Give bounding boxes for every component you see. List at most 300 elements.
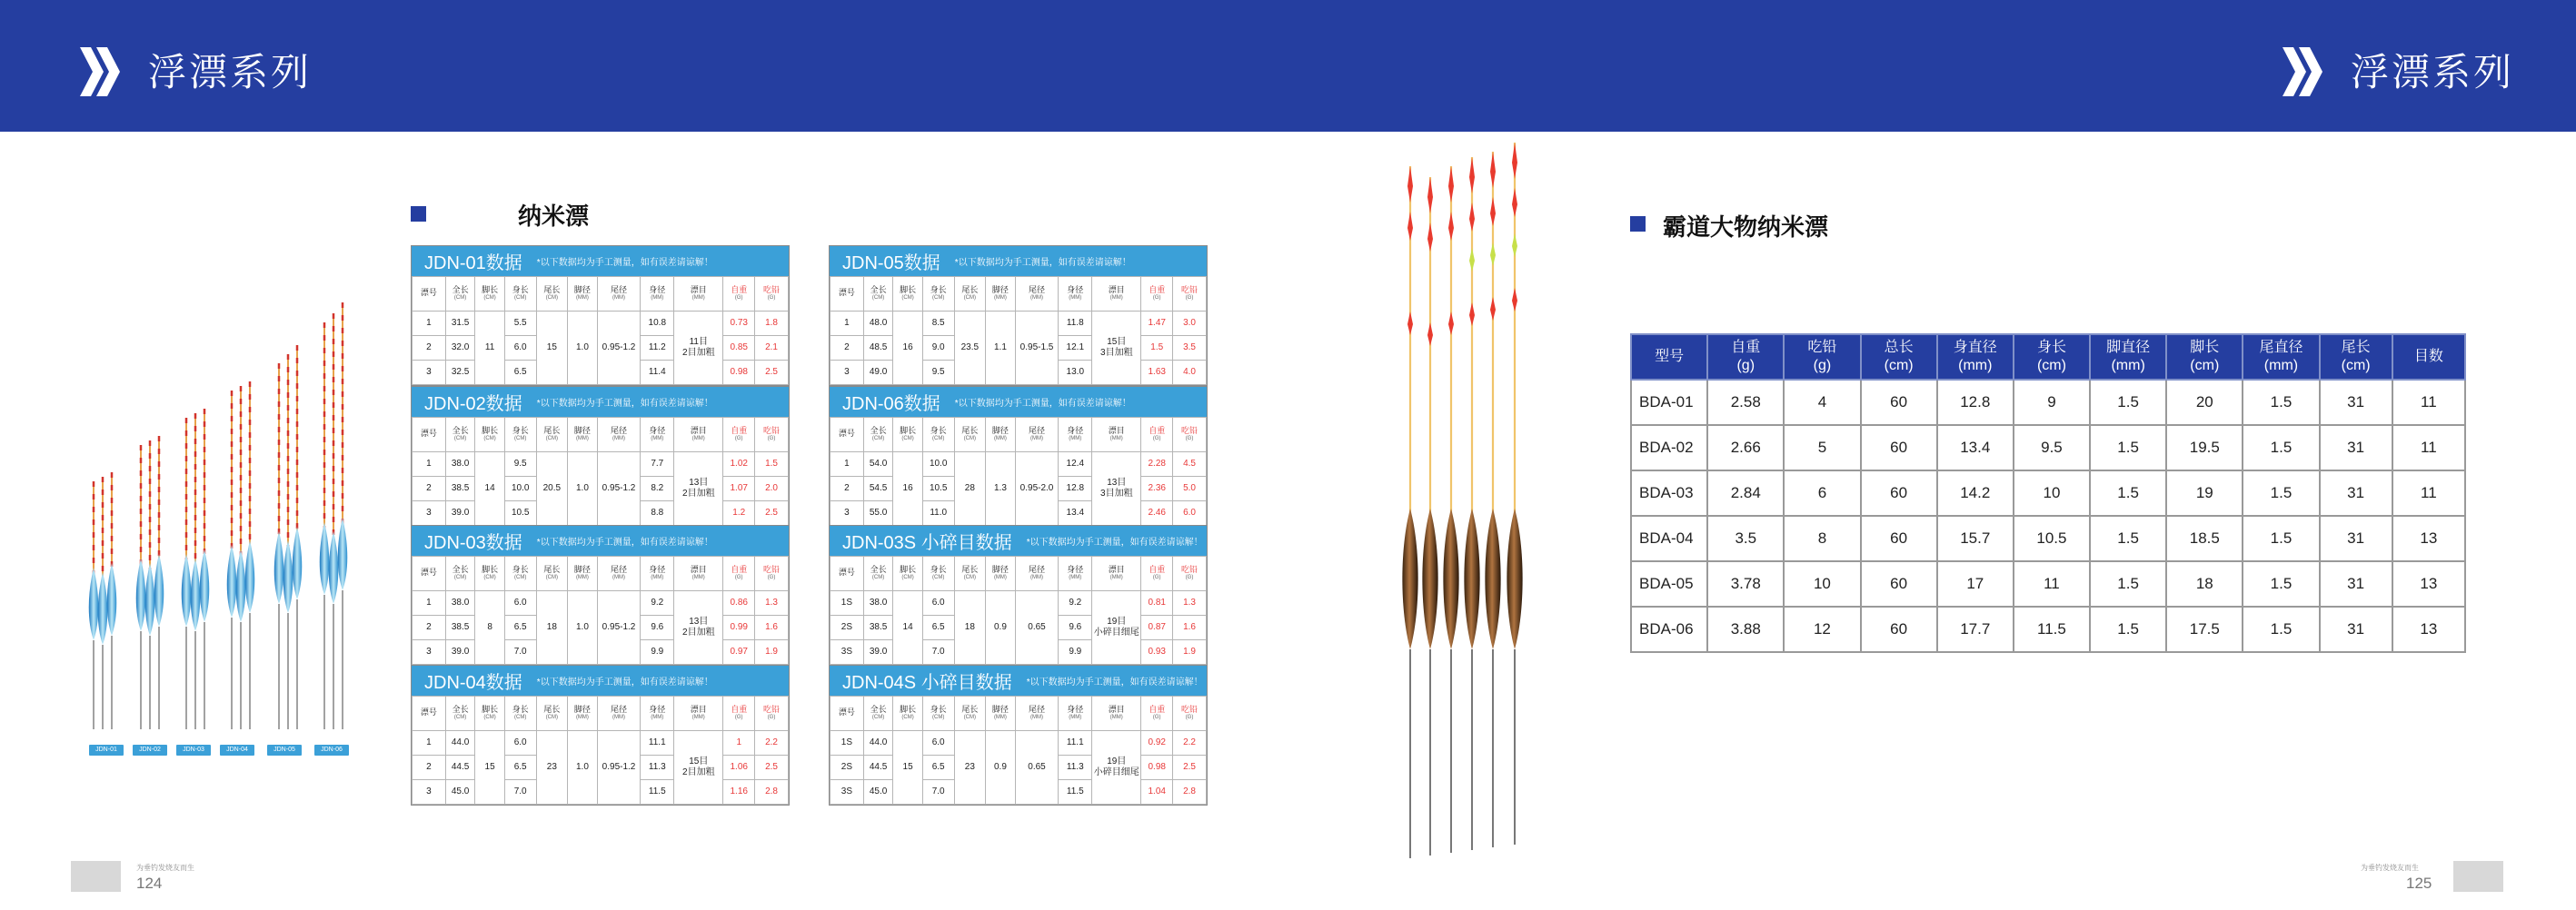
table-cell: 1.5 bbox=[2243, 380, 2319, 425]
spec-table-note: *以下数据均为手工测量，如有误差请谅解！ bbox=[536, 678, 713, 687]
float bbox=[236, 386, 246, 729]
table-cell: 11.4 bbox=[641, 360, 674, 384]
table-cell: 1.0 bbox=[568, 451, 598, 525]
table-cell: 3S bbox=[830, 639, 864, 664]
footer-slogan-left: 为垂钓发烧友而生 bbox=[136, 864, 194, 872]
table-cell: 1.3 bbox=[1173, 590, 1207, 615]
table-cell: 12.4 bbox=[1059, 451, 1092, 476]
column-header: 身长 (CM) bbox=[504, 277, 536, 312]
table-cell: 17.5 bbox=[2166, 607, 2243, 652]
page-number-right: 125 bbox=[2406, 875, 2432, 892]
table-cell: 13 bbox=[2392, 607, 2465, 652]
table-cell: 4.0 bbox=[1173, 360, 1207, 384]
column-header: 身径 (MM) bbox=[1059, 418, 1092, 452]
model-code: BDA-05 bbox=[1631, 561, 1707, 607]
spec-table-title: JDN-03S 小碎目数据 bbox=[842, 533, 1012, 553]
column-header: 漂号 bbox=[413, 697, 446, 731]
table-cell: 32.5 bbox=[445, 360, 475, 384]
table-cell: 1.06 bbox=[723, 755, 755, 779]
column-header: 尾径 (MM) bbox=[597, 697, 641, 731]
table-cell: 3.88 bbox=[1707, 607, 1784, 652]
float bbox=[245, 381, 255, 729]
table-row bbox=[413, 311, 789, 335]
table-cell: 13目 3目加粗 bbox=[1092, 451, 1141, 525]
table-cell: 6.5 bbox=[504, 360, 536, 384]
table-cell: 7.0 bbox=[922, 779, 954, 804]
table-cell: 1.9 bbox=[755, 639, 789, 664]
table-cell: 9.6 bbox=[1059, 615, 1092, 639]
table-cell: 2.2 bbox=[1173, 730, 1207, 755]
table-cell: 5.5 bbox=[504, 311, 536, 335]
table-cell: 3.78 bbox=[1707, 561, 1784, 607]
table-cell: 44.0 bbox=[445, 730, 475, 755]
table-cell: 48.0 bbox=[863, 311, 893, 335]
column-header: 脚径 (MM) bbox=[986, 557, 1016, 591]
column-header: 脚长 (CM) bbox=[893, 277, 923, 312]
table-cell: 38.5 bbox=[863, 615, 893, 639]
column-header: 漂号 bbox=[413, 557, 446, 591]
column-header: 吃铅 (g) bbox=[1784, 334, 1860, 380]
table-cell: 31 bbox=[2320, 380, 2392, 425]
table-cell: 0.98 bbox=[723, 360, 755, 384]
table-cell: 0.73 bbox=[723, 311, 755, 335]
table-cell: 9.2 bbox=[641, 590, 674, 615]
column-header: 脚直径 (mm) bbox=[2090, 334, 2166, 380]
table-cell: 9.5 bbox=[2014, 425, 2090, 470]
table-cell: 8.2 bbox=[641, 476, 674, 500]
bda-spec-table bbox=[1630, 333, 2466, 653]
table-cell: 0.98 bbox=[1141, 755, 1173, 779]
bda-floats-illustration bbox=[1399, 141, 1536, 872]
table-cell: 1 bbox=[413, 590, 446, 615]
table-cell: 1.07 bbox=[723, 476, 755, 500]
table-cell: 38.5 bbox=[445, 615, 475, 639]
table-cell: 7.0 bbox=[504, 639, 536, 664]
spec-table bbox=[411, 665, 790, 806]
spec-table bbox=[411, 525, 790, 666]
table-cell: 1.3 bbox=[755, 590, 789, 615]
column-header: 尾长 (CM) bbox=[954, 697, 986, 731]
table-cell: 1.0 bbox=[568, 730, 598, 804]
table-cell: 2.8 bbox=[755, 779, 789, 804]
table-cell: 54.5 bbox=[863, 476, 893, 500]
column-header: 尾长 (CM) bbox=[954, 277, 986, 312]
column-header: 身长 (CM) bbox=[504, 418, 536, 452]
table-cell: 6.5 bbox=[504, 615, 536, 639]
float-label: JDN-06 bbox=[314, 745, 349, 756]
table-cell: 0.81 bbox=[1141, 590, 1173, 615]
table-cell: 1.47 bbox=[1141, 311, 1173, 335]
table-row bbox=[1631, 516, 2465, 561]
table-cell: 1.04 bbox=[1141, 779, 1173, 804]
column-header: 脚径 (MM) bbox=[986, 418, 1016, 452]
table-cell: 39.0 bbox=[445, 639, 475, 664]
table-cell: 11 bbox=[2392, 425, 2465, 470]
column-header: 漂号 bbox=[830, 557, 864, 591]
table-cell: 0.65 bbox=[1015, 730, 1059, 804]
table-cell: 0.95-1.2 bbox=[597, 730, 641, 804]
table-cell: 3 bbox=[413, 360, 446, 384]
table-cell: 45.0 bbox=[445, 779, 475, 804]
table-cell: 3 bbox=[830, 500, 864, 525]
table-cell: 15 bbox=[536, 311, 568, 384]
table-cell: 39.0 bbox=[445, 500, 475, 525]
column-header: 身长 (CM) bbox=[922, 418, 954, 452]
table-cell: 5.0 bbox=[1173, 476, 1207, 500]
table-cell: 6.5 bbox=[504, 755, 536, 779]
model-code: BDA-04 bbox=[1631, 516, 1707, 561]
table-cell: 2 bbox=[413, 615, 446, 639]
float-label: JDN-03 bbox=[176, 745, 211, 756]
column-header: 全长 (CM) bbox=[445, 557, 475, 591]
table-cell: 44.5 bbox=[863, 755, 893, 779]
table-cell: 12.1 bbox=[1059, 335, 1092, 360]
float-label: JDN-02 bbox=[133, 745, 167, 756]
table-cell: 2 bbox=[413, 335, 446, 360]
float bbox=[182, 418, 192, 729]
column-header: 身长 (CM) bbox=[922, 557, 954, 591]
float-label: JDN-01 bbox=[89, 745, 124, 756]
table-cell: 48.5 bbox=[863, 335, 893, 360]
table-cell: 31 bbox=[2320, 561, 2392, 607]
table-cell: 10.0 bbox=[922, 451, 954, 476]
column-header: 身径 (MM) bbox=[641, 277, 674, 312]
table-cell: 11 bbox=[475, 311, 505, 384]
table-cell: 60 bbox=[1861, 561, 1937, 607]
table-cell: 10.5 bbox=[504, 500, 536, 525]
table-cell: 11 bbox=[2392, 470, 2465, 516]
column-header: 自重 (G) bbox=[1141, 418, 1173, 452]
table-cell: 1.5 bbox=[2090, 425, 2166, 470]
table-cell: 2.28 bbox=[1141, 451, 1173, 476]
column-header: 身直径 (mm) bbox=[1937, 334, 2014, 380]
table-cell: 11.3 bbox=[641, 755, 674, 779]
table-cell: 31 bbox=[2320, 425, 2392, 470]
column-header: 尾长 (cm) bbox=[2320, 334, 2392, 380]
table-row bbox=[413, 451, 789, 476]
table-cell: 1.5 bbox=[2243, 516, 2319, 561]
spec-table-title: JDN-03数据 bbox=[424, 533, 522, 553]
spec-table-note: *以下数据均为手工测量，如有误差请谅解！ bbox=[1026, 678, 1203, 687]
table-cell: 12.8 bbox=[1937, 380, 2014, 425]
table-cell: 6.0 bbox=[504, 335, 536, 360]
footer-slogan-right: 为垂钓发烧友而生 bbox=[2361, 864, 2419, 872]
column-header: 脚径 (MM) bbox=[568, 697, 598, 731]
float bbox=[1422, 177, 1437, 856]
table-cell: 1.16 bbox=[723, 779, 755, 804]
table-cell: 38.0 bbox=[445, 451, 475, 476]
float-labels bbox=[89, 745, 362, 757]
column-header: 尾径 (MM) bbox=[1015, 277, 1059, 312]
column-header: 漂目 (MM) bbox=[1092, 697, 1141, 731]
column-header: 全长 (CM) bbox=[445, 277, 475, 312]
table-cell: 1.63 bbox=[1141, 360, 1173, 384]
table-cell: 6.5 bbox=[922, 615, 954, 639]
table-cell: 0.9 bbox=[986, 590, 1016, 664]
spec-table-header bbox=[830, 526, 1207, 556]
table-cell: 10.5 bbox=[922, 476, 954, 500]
column-header: 漂目 (MM) bbox=[674, 557, 723, 591]
table-cell: 0.86 bbox=[723, 590, 755, 615]
table-cell: 11.5 bbox=[1059, 779, 1092, 804]
float-label: JDN-05 bbox=[267, 745, 302, 756]
column-header: 自重 (G) bbox=[723, 557, 755, 591]
column-header: 漂号 bbox=[413, 277, 446, 312]
table-cell: 9 bbox=[2014, 380, 2090, 425]
column-header: 吃铅 (G) bbox=[1173, 277, 1207, 312]
table-row bbox=[830, 451, 1207, 476]
column-header: 尾长 (CM) bbox=[536, 418, 568, 452]
spec-table-header bbox=[412, 246, 789, 276]
table-cell: 3 bbox=[830, 360, 864, 384]
float bbox=[1402, 166, 1417, 858]
column-header: 漂目 (MM) bbox=[674, 277, 723, 312]
table-cell: 1.5 bbox=[2243, 561, 2319, 607]
table-cell: 45.0 bbox=[863, 779, 893, 804]
table-cell: 8 bbox=[475, 590, 505, 664]
section-marker bbox=[411, 206, 426, 222]
column-header: 尾长 (CM) bbox=[536, 557, 568, 591]
column-header: 尾径 (MM) bbox=[1015, 418, 1059, 452]
table-cell: 19目 小碎目细尾 bbox=[1092, 590, 1141, 664]
table-cell: 16 bbox=[893, 451, 923, 525]
table-cell: 20.5 bbox=[536, 451, 568, 525]
column-header: 漂号 bbox=[830, 418, 864, 452]
column-header: 漂号 bbox=[830, 697, 864, 731]
table-cell: 1.0 bbox=[568, 590, 598, 664]
column-header: 总长 (cm) bbox=[1861, 334, 1937, 380]
column-header: 脚长 (CM) bbox=[475, 697, 505, 731]
table-cell: 2.5 bbox=[755, 755, 789, 779]
table-cell: 10.0 bbox=[504, 476, 536, 500]
table-cell: 14 bbox=[475, 451, 505, 525]
column-header: 尾径 (MM) bbox=[1015, 557, 1059, 591]
spec-table-title: JDN-01数据 bbox=[424, 253, 522, 273]
column-header: 尾长 (CM) bbox=[536, 697, 568, 731]
float bbox=[1485, 152, 1500, 847]
column-header: 全长 (CM) bbox=[863, 557, 893, 591]
column-header: 脚长 (cm) bbox=[2166, 334, 2243, 380]
table-cell: 3.5 bbox=[1707, 516, 1784, 561]
spec-table-header bbox=[412, 526, 789, 556]
table-cell: 2.66 bbox=[1707, 425, 1784, 470]
spec-table-note: *以下数据均为手工测量，如有误差请谅解！ bbox=[954, 399, 1131, 409]
table-cell: 2.8 bbox=[1173, 779, 1207, 804]
table-cell: 31 bbox=[2320, 607, 2392, 652]
column-header: 目数 bbox=[2392, 334, 2465, 380]
table-cell: 11.1 bbox=[641, 730, 674, 755]
column-header: 吃铅 (G) bbox=[1173, 557, 1207, 591]
table-cell: 1.5 bbox=[2090, 380, 2166, 425]
table-cell: 55.0 bbox=[863, 500, 893, 525]
column-header: 脚长 (CM) bbox=[893, 697, 923, 731]
table-cell: 49.0 bbox=[863, 360, 893, 384]
table-cell: 0.99 bbox=[723, 615, 755, 639]
column-header: 自重 (g) bbox=[1707, 334, 1784, 380]
table-cell: 5 bbox=[1784, 425, 1860, 470]
spec-table-header bbox=[830, 387, 1207, 417]
table-cell: 7.7 bbox=[641, 451, 674, 476]
spec-table-note: *以下数据均为手工测量，如有误差请谅解！ bbox=[536, 258, 713, 268]
table-cell: 9.9 bbox=[1059, 639, 1092, 664]
table-cell: 1.9 bbox=[1173, 639, 1207, 664]
column-header: 脚径 (MM) bbox=[986, 697, 1016, 731]
table-cell: 2.58 bbox=[1707, 380, 1784, 425]
column-header: 身长 (CM) bbox=[504, 557, 536, 591]
table-cell: 13.4 bbox=[1937, 425, 2014, 470]
column-header: 尾径 (MM) bbox=[597, 557, 641, 591]
column-header: 身径 (MM) bbox=[641, 557, 674, 591]
table-cell: 12.8 bbox=[1059, 476, 1092, 500]
column-header: 全长 (CM) bbox=[445, 697, 475, 731]
table-cell: 9.5 bbox=[922, 360, 954, 384]
column-header: 脚长 (CM) bbox=[893, 557, 923, 591]
table-cell: 2.46 bbox=[1141, 500, 1173, 525]
table-cell: 0.97 bbox=[723, 639, 755, 664]
table-cell: 9.5 bbox=[504, 451, 536, 476]
table-cell: 11.5 bbox=[2014, 607, 2090, 652]
table-cell: 17.7 bbox=[1937, 607, 2014, 652]
column-header: 吃铅 (G) bbox=[755, 277, 789, 312]
table-cell: 8.5 bbox=[922, 311, 954, 335]
table-cell: 38.5 bbox=[445, 476, 475, 500]
table-cell: 16 bbox=[893, 311, 923, 384]
table-cell: 11.8 bbox=[1059, 311, 1092, 335]
spec-table-header bbox=[412, 666, 789, 696]
column-header: 尾长 (CM) bbox=[536, 277, 568, 312]
table-cell: 3.0 bbox=[1173, 311, 1207, 335]
table-cell: 2 bbox=[830, 335, 864, 360]
table-cell: 60 bbox=[1861, 470, 1937, 516]
table-cell: 60 bbox=[1861, 516, 1937, 561]
table-cell: 11.0 bbox=[922, 500, 954, 525]
table-cell: 1.5 bbox=[2243, 607, 2319, 652]
table-cell: 19目 小碎目细尾 bbox=[1092, 730, 1141, 804]
table-cell: 1.0 bbox=[568, 311, 598, 384]
table-cell: 18.5 bbox=[2166, 516, 2243, 561]
column-header: 吃铅 (G) bbox=[1173, 697, 1207, 731]
model-code: BDA-02 bbox=[1631, 425, 1707, 470]
float bbox=[98, 477, 108, 729]
column-header: 尾径 (MM) bbox=[1015, 697, 1059, 731]
column-header: 自重 (G) bbox=[1141, 277, 1173, 312]
table-cell: 15目 2目加粗 bbox=[674, 730, 723, 804]
table-cell: 10.8 bbox=[641, 311, 674, 335]
column-header: 身长 (CM) bbox=[504, 697, 536, 731]
table-cell: 3.5 bbox=[1173, 335, 1207, 360]
table-cell: 9.9 bbox=[641, 639, 674, 664]
spec-table-header bbox=[412, 387, 789, 417]
column-header: 身长 (cm) bbox=[2014, 334, 2090, 380]
table-cell: 7.0 bbox=[922, 639, 954, 664]
table-cell: 1 bbox=[413, 730, 446, 755]
column-header: 脚长 (CM) bbox=[893, 418, 923, 452]
table-cell: 2 bbox=[413, 476, 446, 500]
spec-table-title: JDN-05数据 bbox=[842, 253, 940, 273]
table-cell: 11 bbox=[2392, 380, 2465, 425]
table-cell: 1.5 bbox=[755, 451, 789, 476]
float bbox=[1464, 157, 1479, 850]
table-cell: 14.2 bbox=[1937, 470, 2014, 516]
table-cell: 3 bbox=[413, 500, 446, 525]
table-cell: 0.92 bbox=[1141, 730, 1173, 755]
table-row bbox=[830, 590, 1207, 615]
table-cell: 18 bbox=[954, 590, 986, 664]
section-title-right: 霸道大物纳米漂 bbox=[1663, 213, 1829, 241]
table-cell: 3 bbox=[413, 639, 446, 664]
table-cell: 60 bbox=[1861, 607, 1937, 652]
table-cell: 9.2 bbox=[1059, 590, 1092, 615]
float bbox=[293, 345, 303, 729]
header-bar bbox=[0, 0, 2576, 132]
table-cell: 54.0 bbox=[863, 451, 893, 476]
table-cell: 1.8 bbox=[755, 311, 789, 335]
table-cell: 0.95-2.0 bbox=[1015, 451, 1059, 525]
page-number-left: 124 bbox=[136, 875, 163, 892]
table-cell: 6.0 bbox=[1173, 500, 1207, 525]
table-cell: 1.5 bbox=[2243, 425, 2319, 470]
table-cell: 2.5 bbox=[755, 360, 789, 384]
table-row bbox=[1631, 607, 2465, 652]
table-cell: 1.5 bbox=[2090, 607, 2166, 652]
column-header: 尾长 (CM) bbox=[954, 418, 986, 452]
table-cell: 1.5 bbox=[2090, 561, 2166, 607]
table-row bbox=[413, 590, 789, 615]
float bbox=[107, 472, 117, 729]
column-header: 身径 (MM) bbox=[1059, 557, 1092, 591]
table-row bbox=[1631, 380, 2465, 425]
column-header: 自重 (G) bbox=[723, 418, 755, 452]
spec-table-note: *以下数据均为手工测量，如有误差请谅解！ bbox=[536, 538, 713, 548]
table-cell: 6.0 bbox=[922, 590, 954, 615]
spec-table-title: JDN-02数据 bbox=[424, 394, 522, 414]
spec-table-title: JDN-04S 小碎目数据 bbox=[842, 673, 1012, 693]
table-cell: 23.5 bbox=[954, 311, 986, 384]
column-header: 漂目 (MM) bbox=[674, 697, 723, 731]
table-cell: 13 bbox=[2392, 561, 2465, 607]
column-header: 吃铅 (G) bbox=[1173, 418, 1207, 452]
table-cell: 3S bbox=[830, 779, 864, 804]
model-code: BDA-03 bbox=[1631, 470, 1707, 516]
table-row bbox=[1631, 425, 2465, 470]
column-header: 型号 bbox=[1631, 334, 1707, 380]
spec-table bbox=[411, 386, 790, 527]
column-header: 脚长 (CM) bbox=[475, 557, 505, 591]
table-cell: 15 bbox=[475, 730, 505, 804]
page-thumbnail bbox=[71, 861, 121, 892]
table-cell: 1 bbox=[830, 311, 864, 335]
table-cell: 2 bbox=[830, 476, 864, 500]
table-cell: 31 bbox=[2320, 470, 2392, 516]
table-cell: 0.87 bbox=[1141, 615, 1173, 639]
table-cell: 38.0 bbox=[863, 590, 893, 615]
table-cell: 9.6 bbox=[641, 615, 674, 639]
table-row bbox=[830, 311, 1207, 335]
column-header: 吃铅 (G) bbox=[755, 418, 789, 452]
column-header: 脚径 (MM) bbox=[986, 277, 1016, 312]
table-cell: 2.5 bbox=[1173, 755, 1207, 779]
table-cell: 2.2 bbox=[755, 730, 789, 755]
table-cell: 2S bbox=[830, 615, 864, 639]
table-row bbox=[830, 730, 1207, 755]
table-cell: 9.0 bbox=[922, 335, 954, 360]
float bbox=[227, 391, 237, 729]
column-header: 脚长 (CM) bbox=[475, 418, 505, 452]
float bbox=[338, 302, 348, 729]
table-cell: 20 bbox=[2166, 380, 2243, 425]
table-cell: 12 bbox=[1784, 607, 1860, 652]
float bbox=[1507, 143, 1522, 845]
